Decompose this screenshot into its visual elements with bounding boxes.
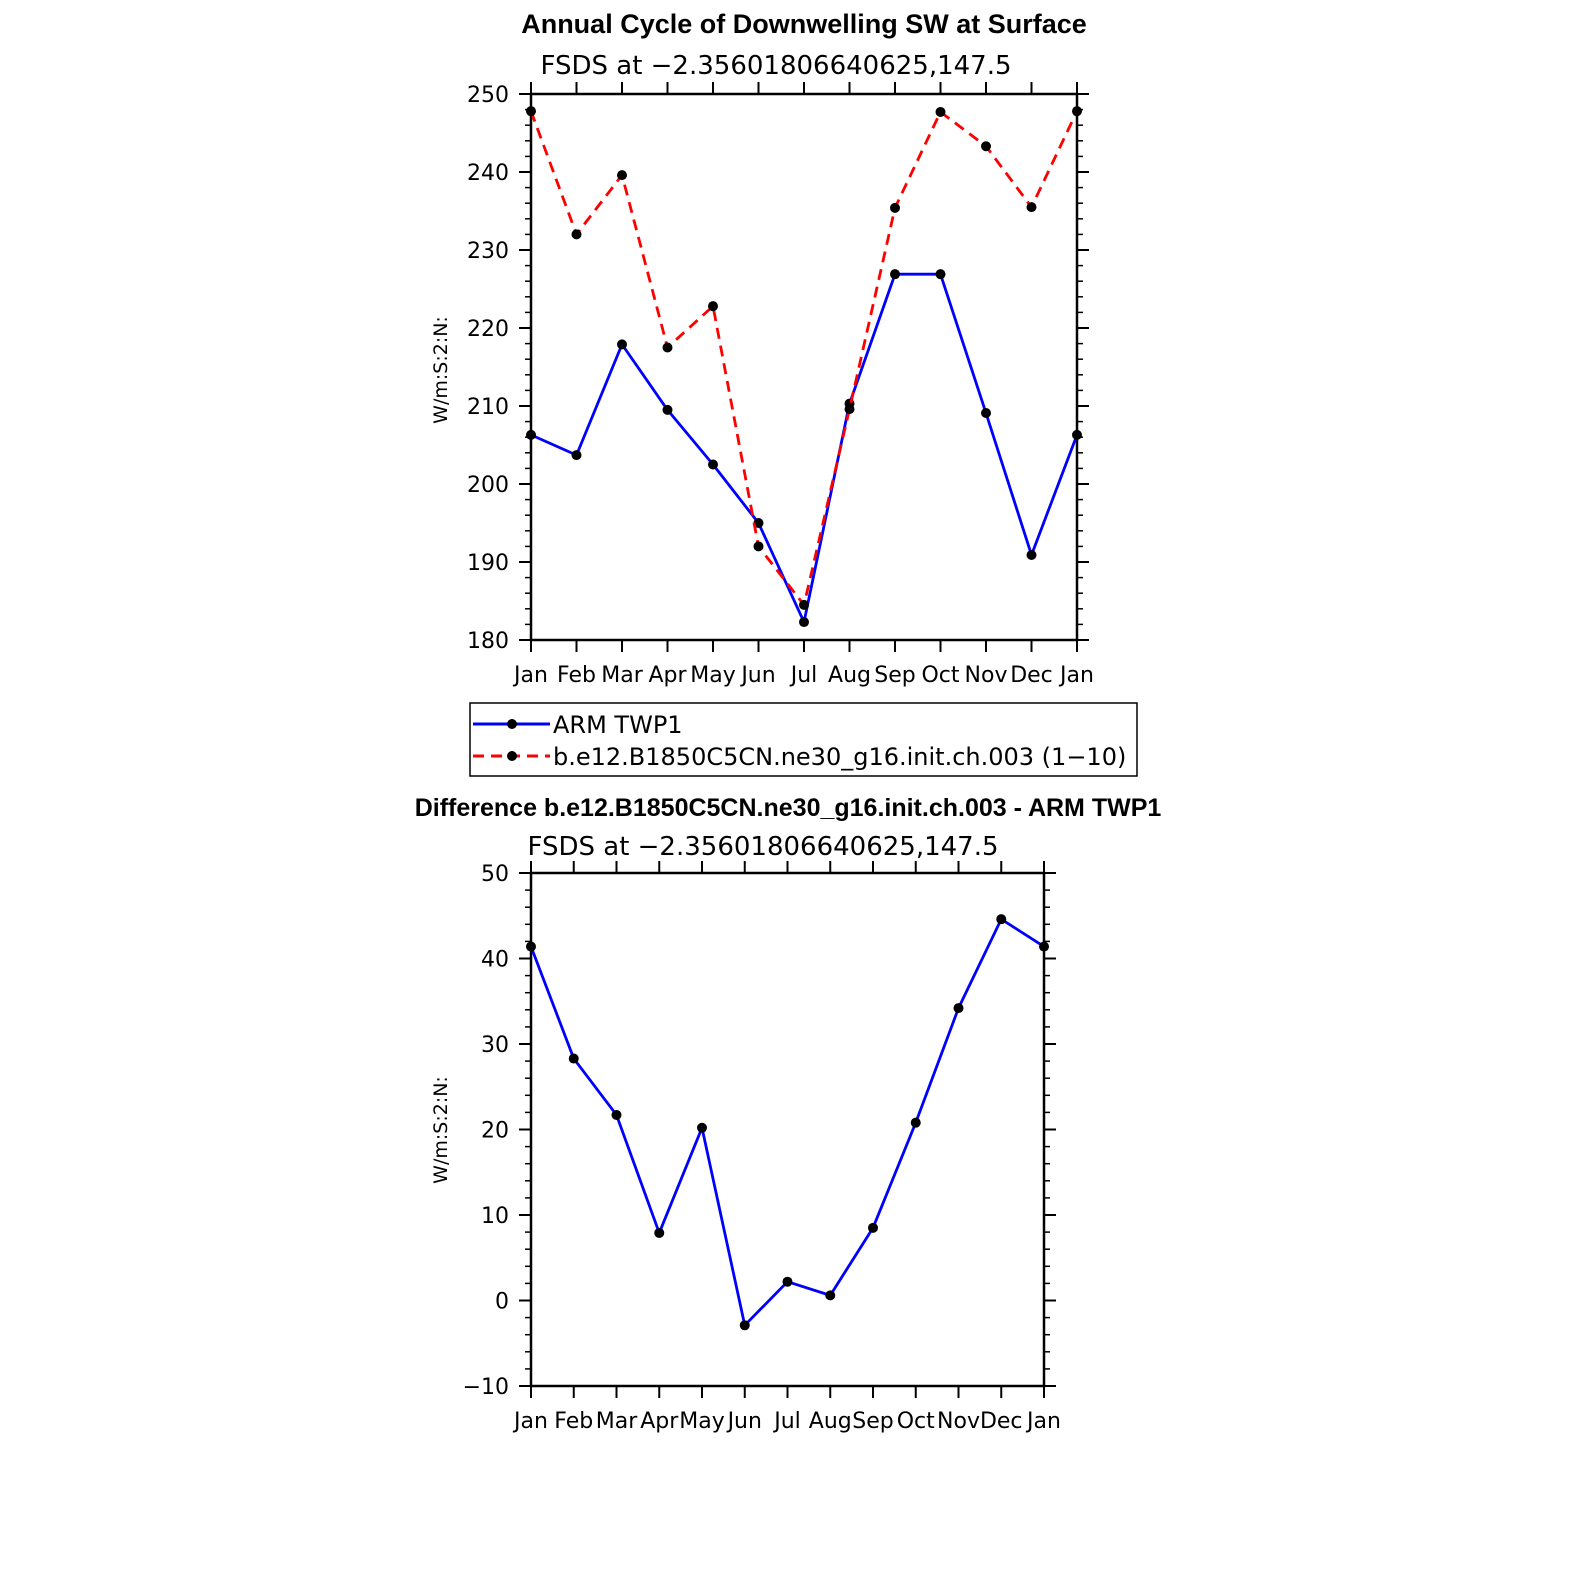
- chart1-legend: [470, 703, 1137, 776]
- chart1-xtick-label: Mar: [601, 663, 643, 688]
- chart2-xtick-label: Aug: [808, 1409, 852, 1434]
- chart1-ytick-label: 220: [467, 317, 509, 342]
- chart2-xtick-label: Jan: [514, 1409, 548, 1434]
- chart1-xtick-label: Aug: [828, 663, 871, 688]
- chart2-series-0-point: [654, 1228, 664, 1238]
- chart2-plot: [463, 861, 1061, 1434]
- chart1-series-1-point: [799, 600, 809, 610]
- chart1-series-1-point: [1072, 106, 1082, 116]
- chart1-subtitle: FSDS at −2.35601806640625,147.5: [540, 51, 1012, 81]
- chart1-xtick-label: Jan: [514, 663, 548, 688]
- chart2-xtick-label: Apr: [640, 1409, 679, 1434]
- chart2-ytick-label: 20: [481, 1118, 509, 1144]
- chart1-xtick-label: Oct: [921, 663, 960, 688]
- chart1-series-0-point: [526, 430, 536, 440]
- chart1-ytick-label: 180: [467, 629, 509, 654]
- chart1-series-0-point: [981, 408, 991, 418]
- chart1-ytick-label: 230: [467, 239, 509, 264]
- chart1-ytick-label: 250: [467, 83, 509, 108]
- chart1-series-1-point: [936, 107, 946, 117]
- chart2-series-0-point: [612, 1110, 622, 1120]
- chart1-plot: [467, 82, 1094, 688]
- chart1-series-0-point: [1072, 430, 1082, 440]
- chart1-series-1-point: [572, 229, 582, 239]
- chart1-ytick-label: 210: [467, 395, 509, 420]
- chart1-xtick-label: Sep: [874, 663, 916, 688]
- chart2-series-0-line: [531, 919, 1044, 1325]
- chart2-xtick-label: Feb: [554, 1409, 594, 1434]
- chart2-xtick-label: Jul: [774, 1409, 801, 1434]
- chart2-title: Difference b.e12.B1850C5CN.ne30_g16.init.ch.003 - ARM TWP1: [414, 794, 1162, 822]
- chart2-series-0-point: [526, 942, 536, 952]
- chart1-xtick-label: Nov: [964, 663, 1008, 688]
- chart2-xtick-label: Sep: [852, 1409, 894, 1434]
- chart1-series-1-point: [1027, 202, 1037, 212]
- chart2-series-0-point: [783, 1277, 793, 1287]
- chart2-ytick-label: 40: [481, 947, 509, 973]
- chart1-series-0-line: [531, 274, 1077, 622]
- chart2-xtick-label: Mar: [595, 1409, 638, 1434]
- chart1-series-1-point: [754, 541, 764, 551]
- chart1-xtick-label: Apr: [648, 663, 687, 688]
- chart1-series-1-point: [617, 170, 627, 180]
- chart2-frame: [531, 873, 1044, 1386]
- chart2-series-0-point: [996, 914, 1006, 924]
- chart1-series-0-point: [708, 460, 718, 470]
- chart2-xtick-label: Nov: [937, 1409, 980, 1434]
- chart2-series-0-point: [697, 1123, 707, 1133]
- chart1-series-0-point: [1027, 550, 1037, 560]
- chart1-title: Annual Cycle of Downwelling SW at Surface: [521, 9, 1087, 39]
- chart1-series-0-point: [663, 405, 673, 415]
- legend-marker-arm: [507, 719, 517, 729]
- chart1-series-0-point: [572, 450, 582, 460]
- chart2-xtick-label: Dec: [979, 1409, 1023, 1434]
- chart2-xtick-label: Jan: [1027, 1409, 1061, 1434]
- chart2-ytick-label: 50: [481, 862, 509, 887]
- chart1-ytick-label: 190: [467, 551, 509, 576]
- chart1-series-1-point: [981, 141, 991, 151]
- chart1-series-1-point: [526, 106, 536, 116]
- chart2-ytick-label: 0: [495, 1289, 509, 1315]
- chart1-xtick-label: Jan: [1060, 663, 1094, 688]
- chart1-xtick-label: May: [690, 663, 736, 688]
- chart1-series-1-line: [531, 111, 1077, 605]
- chart2-ytick-label: −10: [462, 1375, 509, 1400]
- chart1-series-0-point: [890, 269, 900, 279]
- chart2-series-0-point: [825, 1290, 835, 1300]
- chart2-ylabel: W/m:S:2:N:: [430, 1076, 452, 1184]
- legend-label-arm: ARM TWP1: [553, 711, 683, 739]
- chart1-xtick-label: Dec: [1010, 663, 1053, 688]
- chart2-series-0-point: [868, 1223, 878, 1233]
- chart2-series-0-point: [911, 1118, 921, 1128]
- chart1-series-1-point: [845, 404, 855, 414]
- chart1-series-0-point: [617, 339, 627, 349]
- chart2-ytick-label: 30: [481, 1033, 509, 1058]
- chart2-xtick-label: May: [679, 1409, 725, 1434]
- chart2-series-0-point: [740, 1320, 750, 1330]
- chart2-xtick-label: Jun: [727, 1409, 762, 1434]
- chart1-series-0-point: [936, 269, 946, 279]
- chart2-series-0-point: [569, 1054, 579, 1064]
- legend-label-model: b.e12.B1850C5CN.ne30_g16.init.ch.003 (1−10): [553, 743, 1127, 771]
- chart1-series-1-point: [708, 301, 718, 311]
- chart1-ytick-label: 200: [467, 473, 509, 498]
- chart1-xtick-label: Jul: [790, 663, 818, 688]
- chart2-xtick-label: Oct: [896, 1409, 935, 1434]
- chart1-ylabel: W/m:S:2:N:: [430, 316, 452, 424]
- chart2-subtitle: FSDS at −2.35601806640625,147.5: [527, 832, 999, 862]
- chart1-series-1-point: [890, 203, 900, 213]
- chart1-xtick-label: Jun: [741, 663, 776, 688]
- legend-marker-model: [507, 751, 517, 761]
- chart1-series-1-point: [663, 343, 673, 353]
- chart2-series-0-point: [1039, 942, 1049, 952]
- chart2-ytick-label: 10: [481, 1204, 509, 1229]
- chart1-xtick-label: Feb: [557, 663, 596, 688]
- chart1-ytick-label: 240: [467, 161, 509, 186]
- chart2-series-0-point: [954, 1003, 964, 1013]
- chart1-series-0-point: [799, 617, 809, 627]
